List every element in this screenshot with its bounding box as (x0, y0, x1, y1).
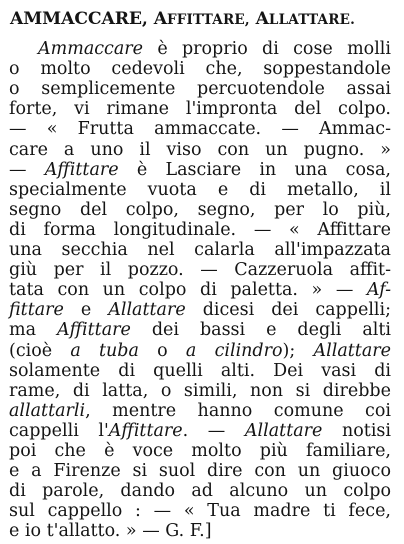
text-segment: è Lasciare in una cosa, (118, 159, 391, 180)
text-segment: è proprio di cose molli (143, 39, 391, 59)
text-line (9, 519, 391, 543)
entry-heading (10, 9, 400, 30)
text-segment: dei bassi e degli alti (130, 320, 391, 341)
text-segment: ma (9, 320, 57, 341)
text-segment: (cioè (9, 340, 71, 361)
text-segment: o molto cedevoli che, soppestandole (9, 59, 391, 80)
text-segment: rame, di latta, o simili, non si direbbe (9, 380, 391, 401)
text-segment: una secchia nel calarla all'impazzata (9, 240, 391, 260)
text-segment: — (9, 159, 45, 180)
text-segment: giù per il pozzo. — Cazzeruola affit- (9, 260, 391, 281)
italic-term: Allattare (108, 300, 186, 321)
heading-word-affittare-rest: FFITTARE, (166, 12, 250, 28)
heading-word-allattare-rest: LLATTARE. (268, 12, 355, 28)
text-segment: ); (282, 340, 314, 361)
text-segment: . — (182, 420, 245, 441)
italic-term: Allattare (313, 340, 391, 361)
text-segment: forte, vi rimane l'impronta del colpo. (9, 99, 391, 120)
text-segment: cappelli l' (9, 420, 109, 441)
italic-term: Affittare (108, 420, 183, 441)
heading-word-affittare-initial: A (153, 9, 167, 29)
text-segment: notisi (322, 420, 391, 441)
italic-term: Affittare (57, 320, 131, 341)
text-segment: — « Frutta ammaccate. — Ammac- (9, 119, 391, 140)
text-segment: di forma longitudinale. — « Affittare (9, 219, 391, 240)
text-segment: , mentre hanno comune coi (85, 400, 391, 421)
text-segment: tata con un colpo di paletta. » — (9, 280, 367, 301)
text-segment: e (63, 300, 109, 321)
italic-term: Af- (366, 280, 391, 301)
heading-word-allattare-initial: A (255, 9, 269, 29)
text-segment: o semplicemente percuotendole assai (9, 79, 391, 100)
italic-term: Affittare (44, 159, 119, 180)
text-segment: e a Firenze si suol dire con un giuoco (9, 461, 391, 482)
italic-term: fittare (9, 300, 64, 321)
text-segment: solamente di quelli alti. Dei vasi di (9, 360, 391, 381)
italic-term: Ammaccare (38, 39, 144, 59)
text-segment: segno del colpo, segno, per lo più, (9, 199, 391, 220)
text-segment: sul cappello : — « Tua madre ti fece, (9, 501, 391, 522)
text-segment: dicesi dei cappelli; (185, 300, 392, 321)
text-segment: di parole, dando ad alcuno un colpo (9, 481, 391, 502)
text-segment: care a uno il viso con un pugno. » (9, 139, 391, 160)
text-segment: o (138, 340, 186, 361)
text-segment: specialmente vuota e di metallo, il (9, 179, 391, 200)
text-segment: e io t'allatto. » — G. F.] (9, 521, 212, 542)
italic-term: allattarli (9, 400, 86, 421)
italic-term: a cilindro (185, 340, 283, 361)
heading-word-ammaccare: AMMACCARE, (10, 9, 148, 29)
italic-term: Allattare (244, 420, 323, 441)
text-segment: poi che è voce molto più familiare, (9, 441, 391, 461)
italic-term: a tuba (70, 340, 139, 361)
